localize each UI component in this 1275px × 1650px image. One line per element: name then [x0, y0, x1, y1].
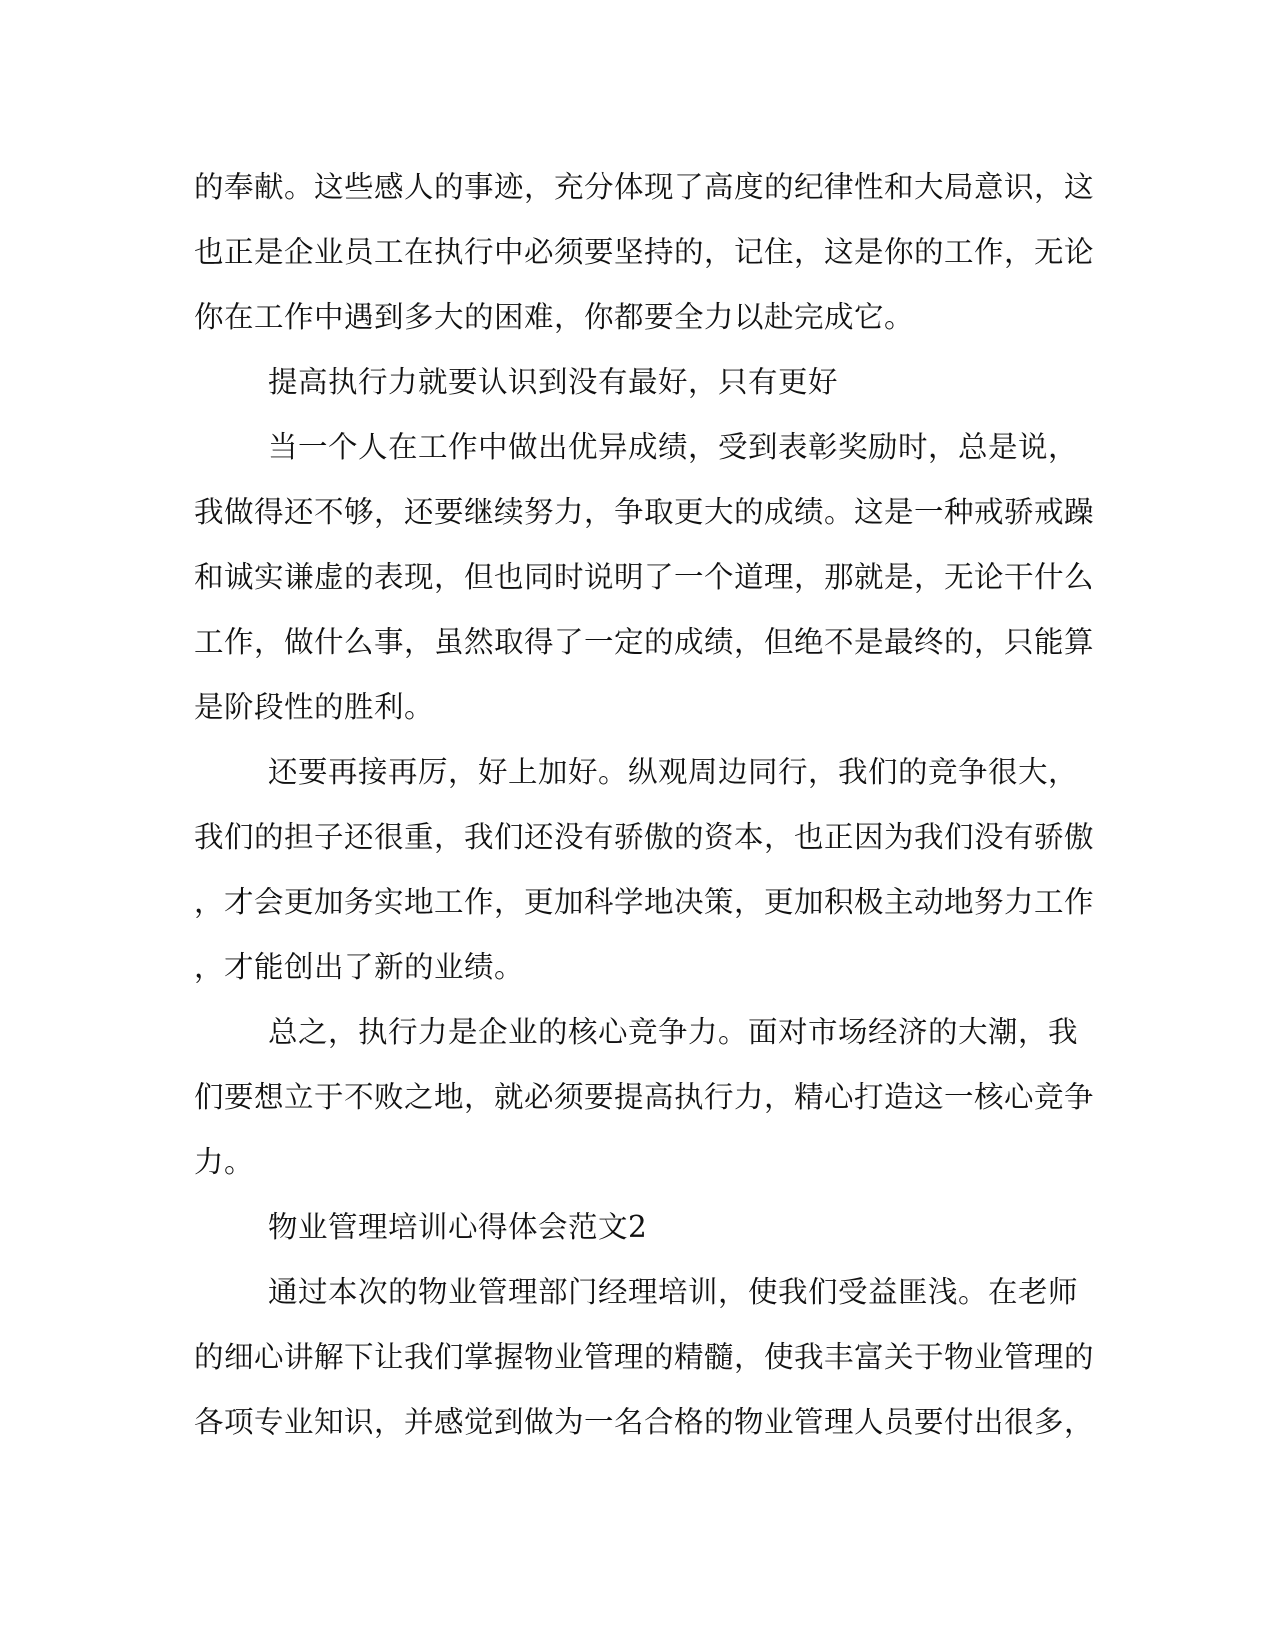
text-line: 各项专业知识，并感觉到做为一名合格的物业管理人员要付出很多， [194, 1405, 1095, 1439]
document-body [194, 155, 1095, 1455]
text-line: 的细心讲解下让我们掌握物业管理的精髓，使我丰富关于物业管理的 [194, 1340, 1095, 1374]
text-line: 也正是企业员工在执行中必须要坚持的，记住，这是你的工作，无论 [194, 235, 1095, 269]
text-line: 工作，做什么事，虽然取得了一定的成绩，但绝不是最终的，只能算 [194, 625, 1095, 659]
section-heading: 提高执行力就要认识到没有最好，只有更好 [268, 365, 839, 399]
section-heading: 物业管理培训心得体会范文2 [268, 1210, 648, 1244]
text-line: 我们的担子还很重，我们还没有骄傲的资本，也正因为我们没有骄傲 [194, 820, 1095, 854]
text-line: ，才会更加务实地工作，更加科学地决策，更加积极主动地努力工作 [194, 885, 1095, 919]
text-line: 我做得还不够，还要继续努力，争取更大的成绩。这是一种戒骄戒躁 [194, 495, 1095, 529]
text-line: 力。 [194, 1145, 255, 1179]
text-line: 当一个人在工作中做出优异成绩，受到表彰奖励时，总是说， [268, 430, 1079, 464]
text-line: 总之，执行力是企业的核心竞争力。面对市场经济的大潮，我 [268, 1015, 1079, 1049]
text-line: 是阶段性的胜利。 [194, 690, 435, 724]
text-line: 通过本次的物业管理部门经理培训，使我们受益匪浅。在老师 [268, 1275, 1079, 1309]
text-line: ，才能创出了新的业绩。 [194, 950, 525, 984]
text-line: 你在工作中遇到多大的困难，你都要全力以赴完成它。 [194, 300, 915, 334]
text-line: 的奉献。这些感人的事迹，充分体现了高度的纪律性和大局意识，这 [194, 170, 1095, 204]
text-line: 们要想立于不败之地，就必须要提高执行力，精心打造这一核心竞争 [194, 1080, 1095, 1114]
text-line: 还要再接再厉，好上加好。纵观周边同行，我们的竞争很大， [268, 755, 1079, 789]
text-line: 和诚实谦虚的表现，但也同时说明了一个道理，那就是，无论干什么 [194, 560, 1095, 594]
